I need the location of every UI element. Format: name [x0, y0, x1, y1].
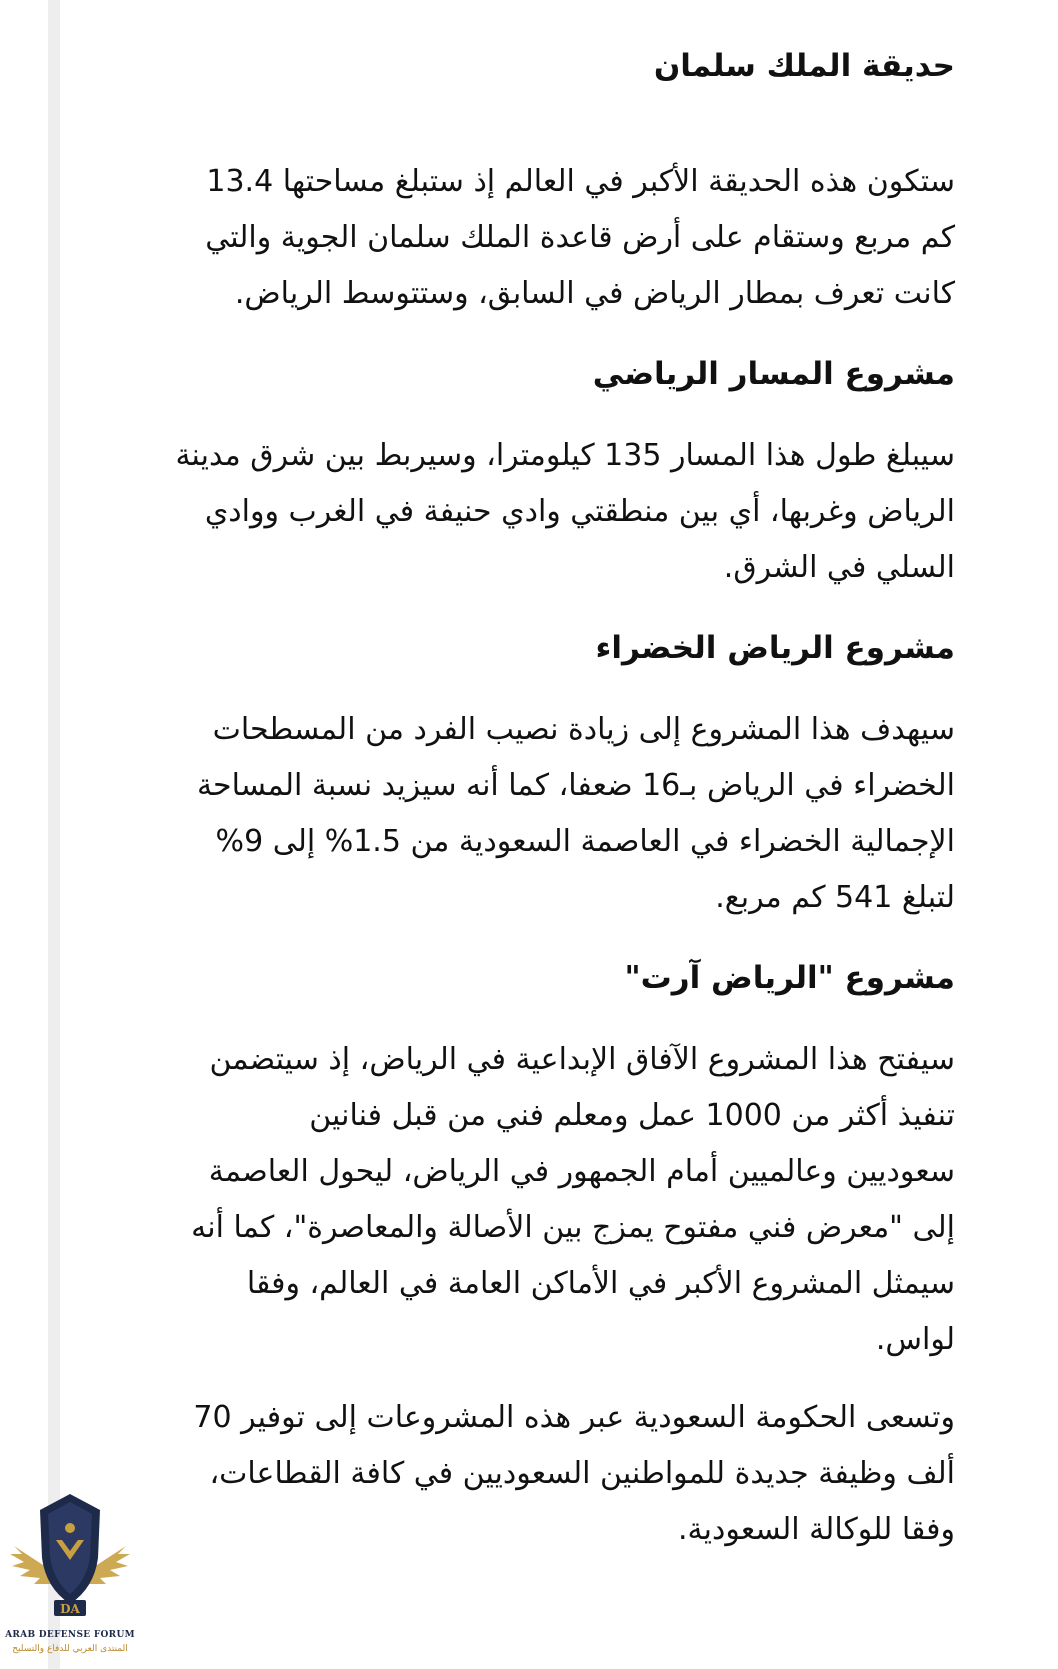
- paragraph-king-salman-park: [80, 154, 955, 322]
- logo-monogram: DA: [60, 1602, 80, 1616]
- paragraph-line: تنفيذ أكثر من 1000 عمل ومعلم فني من قبل فنانين: [309, 1098, 955, 1133]
- paragraph-line: ألف وظيفة جديدة للمواطنين السعوديين في كافة القطاعات،: [209, 1456, 955, 1491]
- logo-caption-ar: المنتدى العربي للدفاع والتسليح: [12, 1644, 128, 1654]
- paragraph-line: سيهدف هذا المشروع إلى زيادة نصيب الفرد من المسطحات: [212, 712, 955, 747]
- logo-caption-en: ARAB DEFENSE FORUM: [5, 1630, 135, 1640]
- left-gutter: [48, 0, 60, 1669]
- paragraph-line: الإجمالية الخضراء في العاصمة السعودية من 1.5% إلى 9%: [215, 824, 955, 859]
- paragraph-line: ستكون هذه الحديقة الأكبر في العالم إذ ستبلغ مساحتها 13.4: [206, 164, 955, 199]
- article-body: [80, 36, 955, 1558]
- paragraph-line: وفقا للوكالة السعودية.: [678, 1512, 955, 1547]
- paragraph-line: سيبلغ طول هذا المسار 135 كيلومترا، وسيربط بين شرق مدينة: [175, 438, 955, 473]
- paragraph-line: سيمثل المشروع الأكبر في الأماكن العامة في العالم، وفقا: [246, 1266, 955, 1301]
- paragraph-line: كم مربع وستقام على أرض قاعدة الملك سلمان الجوية والتي: [205, 220, 955, 255]
- watermark-logo: [4, 1488, 136, 1669]
- section-heading-sports-boulevard: مشروع المسار الرياضي: [592, 356, 955, 392]
- paragraph-line: سعوديين وعالميين أمام الجمهور في الرياض، ليحول العاصمة: [208, 1154, 955, 1189]
- paragraph-line: لتبلغ 541 كم مربع.: [715, 880, 955, 915]
- paragraph-green-riyadh: [80, 702, 955, 926]
- paragraph-riyadh-art: [80, 1032, 955, 1368]
- paragraph-closing: [80, 1390, 955, 1558]
- paragraph-line: سيفتح هذا المشروع الآفاق الإبداعية في الرياض، إذ سيتضمن: [209, 1042, 955, 1077]
- paragraph-line: وتسعى الحكومة السعودية عبر هذه المشروعات إلى توفير 70: [193, 1400, 955, 1435]
- paragraph-line: إلى "معرض فني مفتوح يمزج بين الأصالة والمعاصرة"، كما أنه: [191, 1210, 955, 1245]
- section-heading-green-riyadh: مشروع الرياض الخضراء: [595, 630, 955, 666]
- paragraph-line: الخضراء في الرياض بـ16 ضعفا، كما أنه سيزيد نسبة المساحة: [196, 768, 955, 803]
- paragraph-line: كانت تعرف بمطار الرياض في السابق، وستتوسط الرياض.: [234, 276, 955, 311]
- paragraph-line: السلي في الشرق.: [723, 550, 955, 585]
- paragraph-sports-boulevard: [80, 428, 955, 596]
- section-heading-riyadh-art: مشروع "الرياض آرت": [624, 960, 955, 996]
- paragraph-line: الرياض وغربها، أي بين منطقتي وادي حنيفة في الغرب ووادي: [204, 494, 955, 529]
- section-heading-king-salman-park: حديقة الملك سلمان: [653, 48, 955, 84]
- paragraph-line: لواس.: [875, 1322, 955, 1357]
- winged-shield-icon: [4, 1488, 136, 1628]
